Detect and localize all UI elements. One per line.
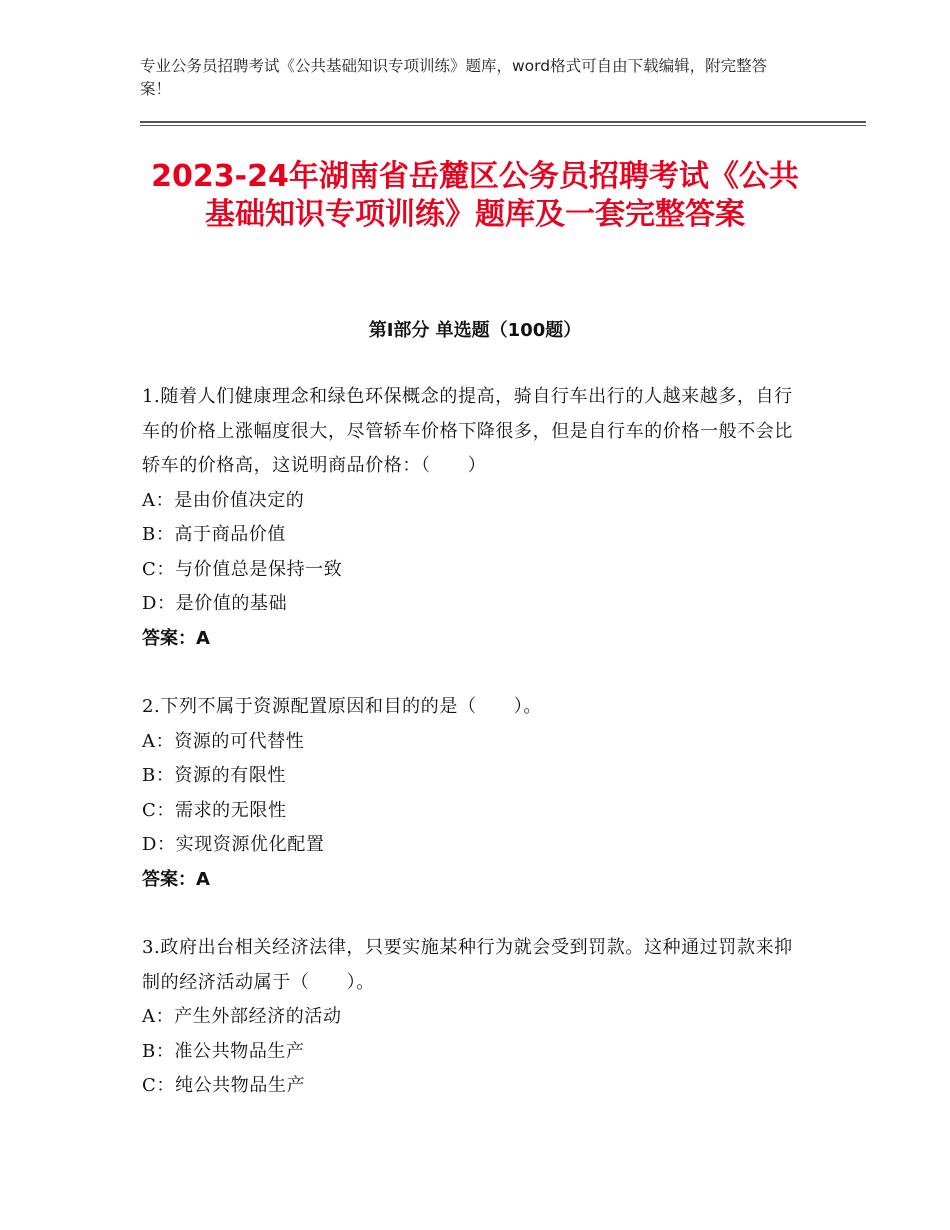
option-a: A：资源的可代替性 <box>142 730 305 752</box>
question-2 <box>142 690 802 897</box>
question-stem: 1.随着人们健康理念和绿色环保概念的提高，骑自行车出行的人越来越多，自行车的价格上涨幅度很大，尽管轿车价格下降很多，但是自行车的价格一般不会比轿车的价格高，这说明商品价格：（ ） <box>142 386 793 476</box>
question-list <box>142 380 802 1138</box>
question-stem: 2.下列不属于资源配置原因和目的的是（ ）。 <box>142 696 542 717</box>
option-b: B：高于商品价值 <box>142 524 287 545</box>
header-rule-thin <box>140 125 866 126</box>
option-a: A：是由价值决定的 <box>142 489 305 511</box>
header-note: 专业公务员招聘考试《公共基础知识专项训练》题库，word格式可自由下载编辑，附完整答案！ <box>140 57 768 98</box>
answer: 答案：A <box>142 868 210 890</box>
answer: 答案：A <box>142 627 210 649</box>
question-stem: 3.政府出台相关经济法律，只要实施某种行为就会受到罚款。这种通过罚款来抑制的经济活动属于（ ）。 <box>142 937 793 993</box>
option-b: B：资源的有限性 <box>142 765 287 786</box>
option-d: D：实现资源优化配置 <box>142 834 325 855</box>
section-title: 第Ⅰ部分 单选题（100题） <box>368 320 582 341</box>
option-b: B：准公共物品生产 <box>142 1040 305 1062</box>
document-title: 2023-24年湖南省岳麓区公务员招聘考试《公共基础知识专项训练》题库及一套完整答案 <box>151 159 799 232</box>
question-3 <box>142 931 802 1104</box>
option-c: C：与价值总是保持一致 <box>142 558 343 580</box>
option-a: A：产生外部经济的活动 <box>142 1006 342 1027</box>
question-1 <box>142 380 802 656</box>
header-rule-thick <box>140 121 866 123</box>
option-d: D：是价值的基础 <box>142 593 288 614</box>
option-c: C：纯公共物品生产 <box>142 1075 306 1096</box>
option-c: C：需求的无限性 <box>142 799 287 821</box>
